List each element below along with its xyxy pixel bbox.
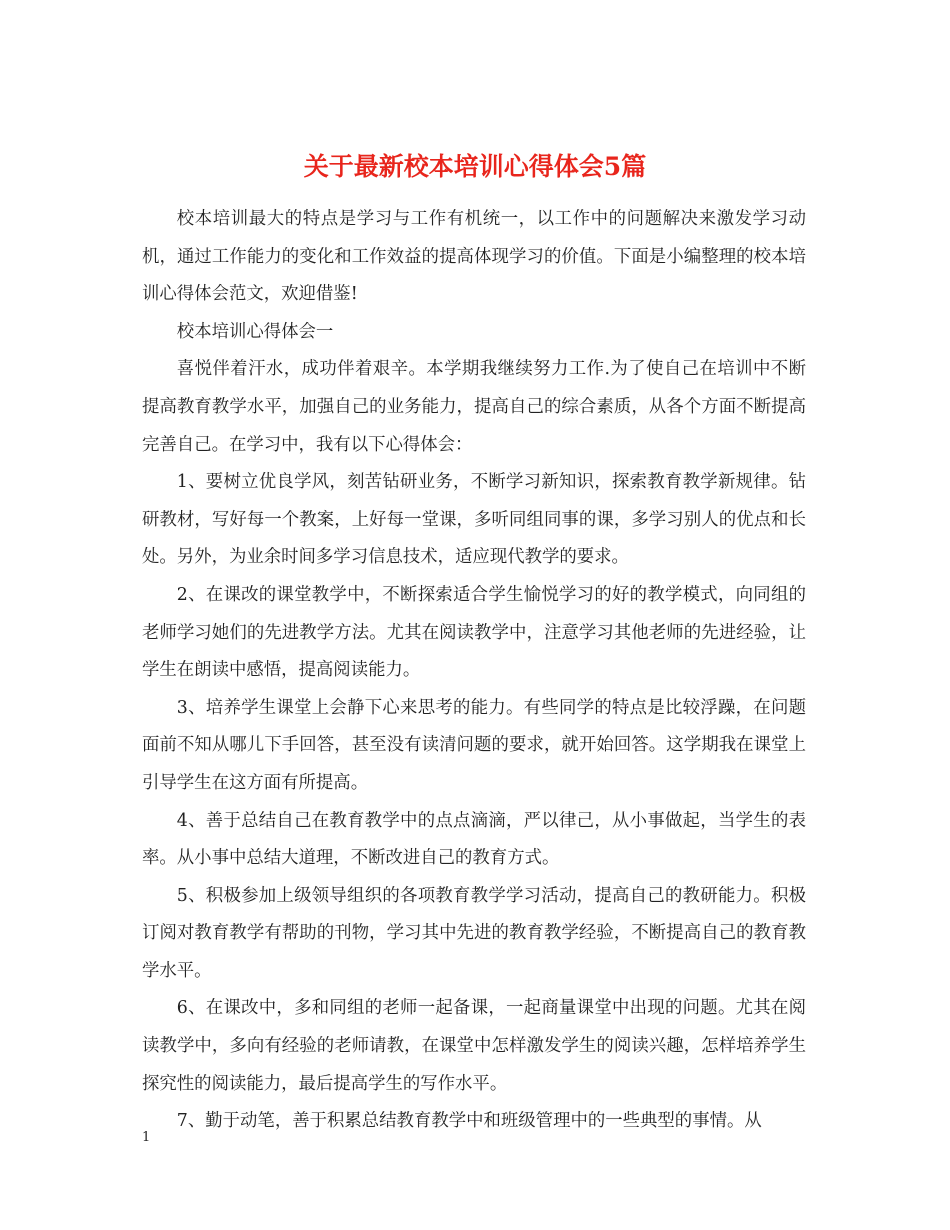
list-item-6: 6、在课改中，多和同组的老师一起备课，一起商量课堂中出现的问题。尤其在阅读教学中，多向有经验的老师请教，在课堂中怎样激发学生的阅读兴趣，怎样培养学生探究性的阅读能力，最后提高学生的写作水平。 [142,998,806,1094]
document-body [142,201,806,1141]
list-item-3: 3、培养学生课堂上会静下心来思考的能力。有些同学的特点是比较浮躁，在问题面前不知从哪儿下手回答，甚至没有读清问题的要求，就开始回答。这学期我在课堂上引导学生在这方面有所提高。 [142,697,806,793]
section-heading-1: 校本培训心得体会一 [176,321,334,342]
list-item-2: 2、在课改的课堂教学中，不断探索适合学生愉悦学习的好的教学模式，向同组的老师学习她们的先进教学方法。尤其在阅读教学中，注意学习其他老师的先进经验，让学生在朗读中感悟，提高阅读能力。 [142,584,806,681]
page-number: 1 [142,1130,151,1145]
list-item-4: 4、善于总结自己在教育教学中的点点滴滴，严以律己，从小事做起，当学生的表率。从小事中总结大道理，不断改进自己的教育方式。 [142,810,806,869]
document-title: 关于最新校本培训心得体会5篇 [303,151,647,181]
list-item-5: 5、积极参加上级领导组织的各项教育教学学习活动，提高自己的教研能力。积极订阅对教育教学有帮助的刊物，学习其中先进的教育教学经验，不断提高自己的教育教学水平。 [142,885,806,981]
paragraph-intro: 校本培训最大的特点是学习与工作有机统一，以工作中的问题解决来激发学习动机，通过工作能力的变化和工作效益的提高体现学习的价值。下面是小编整理的校本培训心得体会范文，欢迎借鉴! [142,209,806,305]
list-item-7: 7、勤于动笔，善于积累总结教育教学中和班级管理中的一些典型的事情。从 [176,1111,762,1132]
paragraph: 喜悦伴着汗水，成功伴着艰辛。本学期我继续努力工作.为了使自己在培训中不断提高教育教学水平，加强自己的业务能力，提高自己的综合素质，从各个方面不断提高完善自己。在学习中，我有以下心得体会： [142,359,806,455]
list-item-1: 1、要树立优良学风，刻苦钻研业务，不断学习新知识，探索教育教学新规律。钻研教材，写好每一个教案，上好每一堂课，多听同组同事的课，多学习别人的优点和长处。另外，为业余时间多学习信息技术，适应现代教学的要求。 [142,472,806,568]
